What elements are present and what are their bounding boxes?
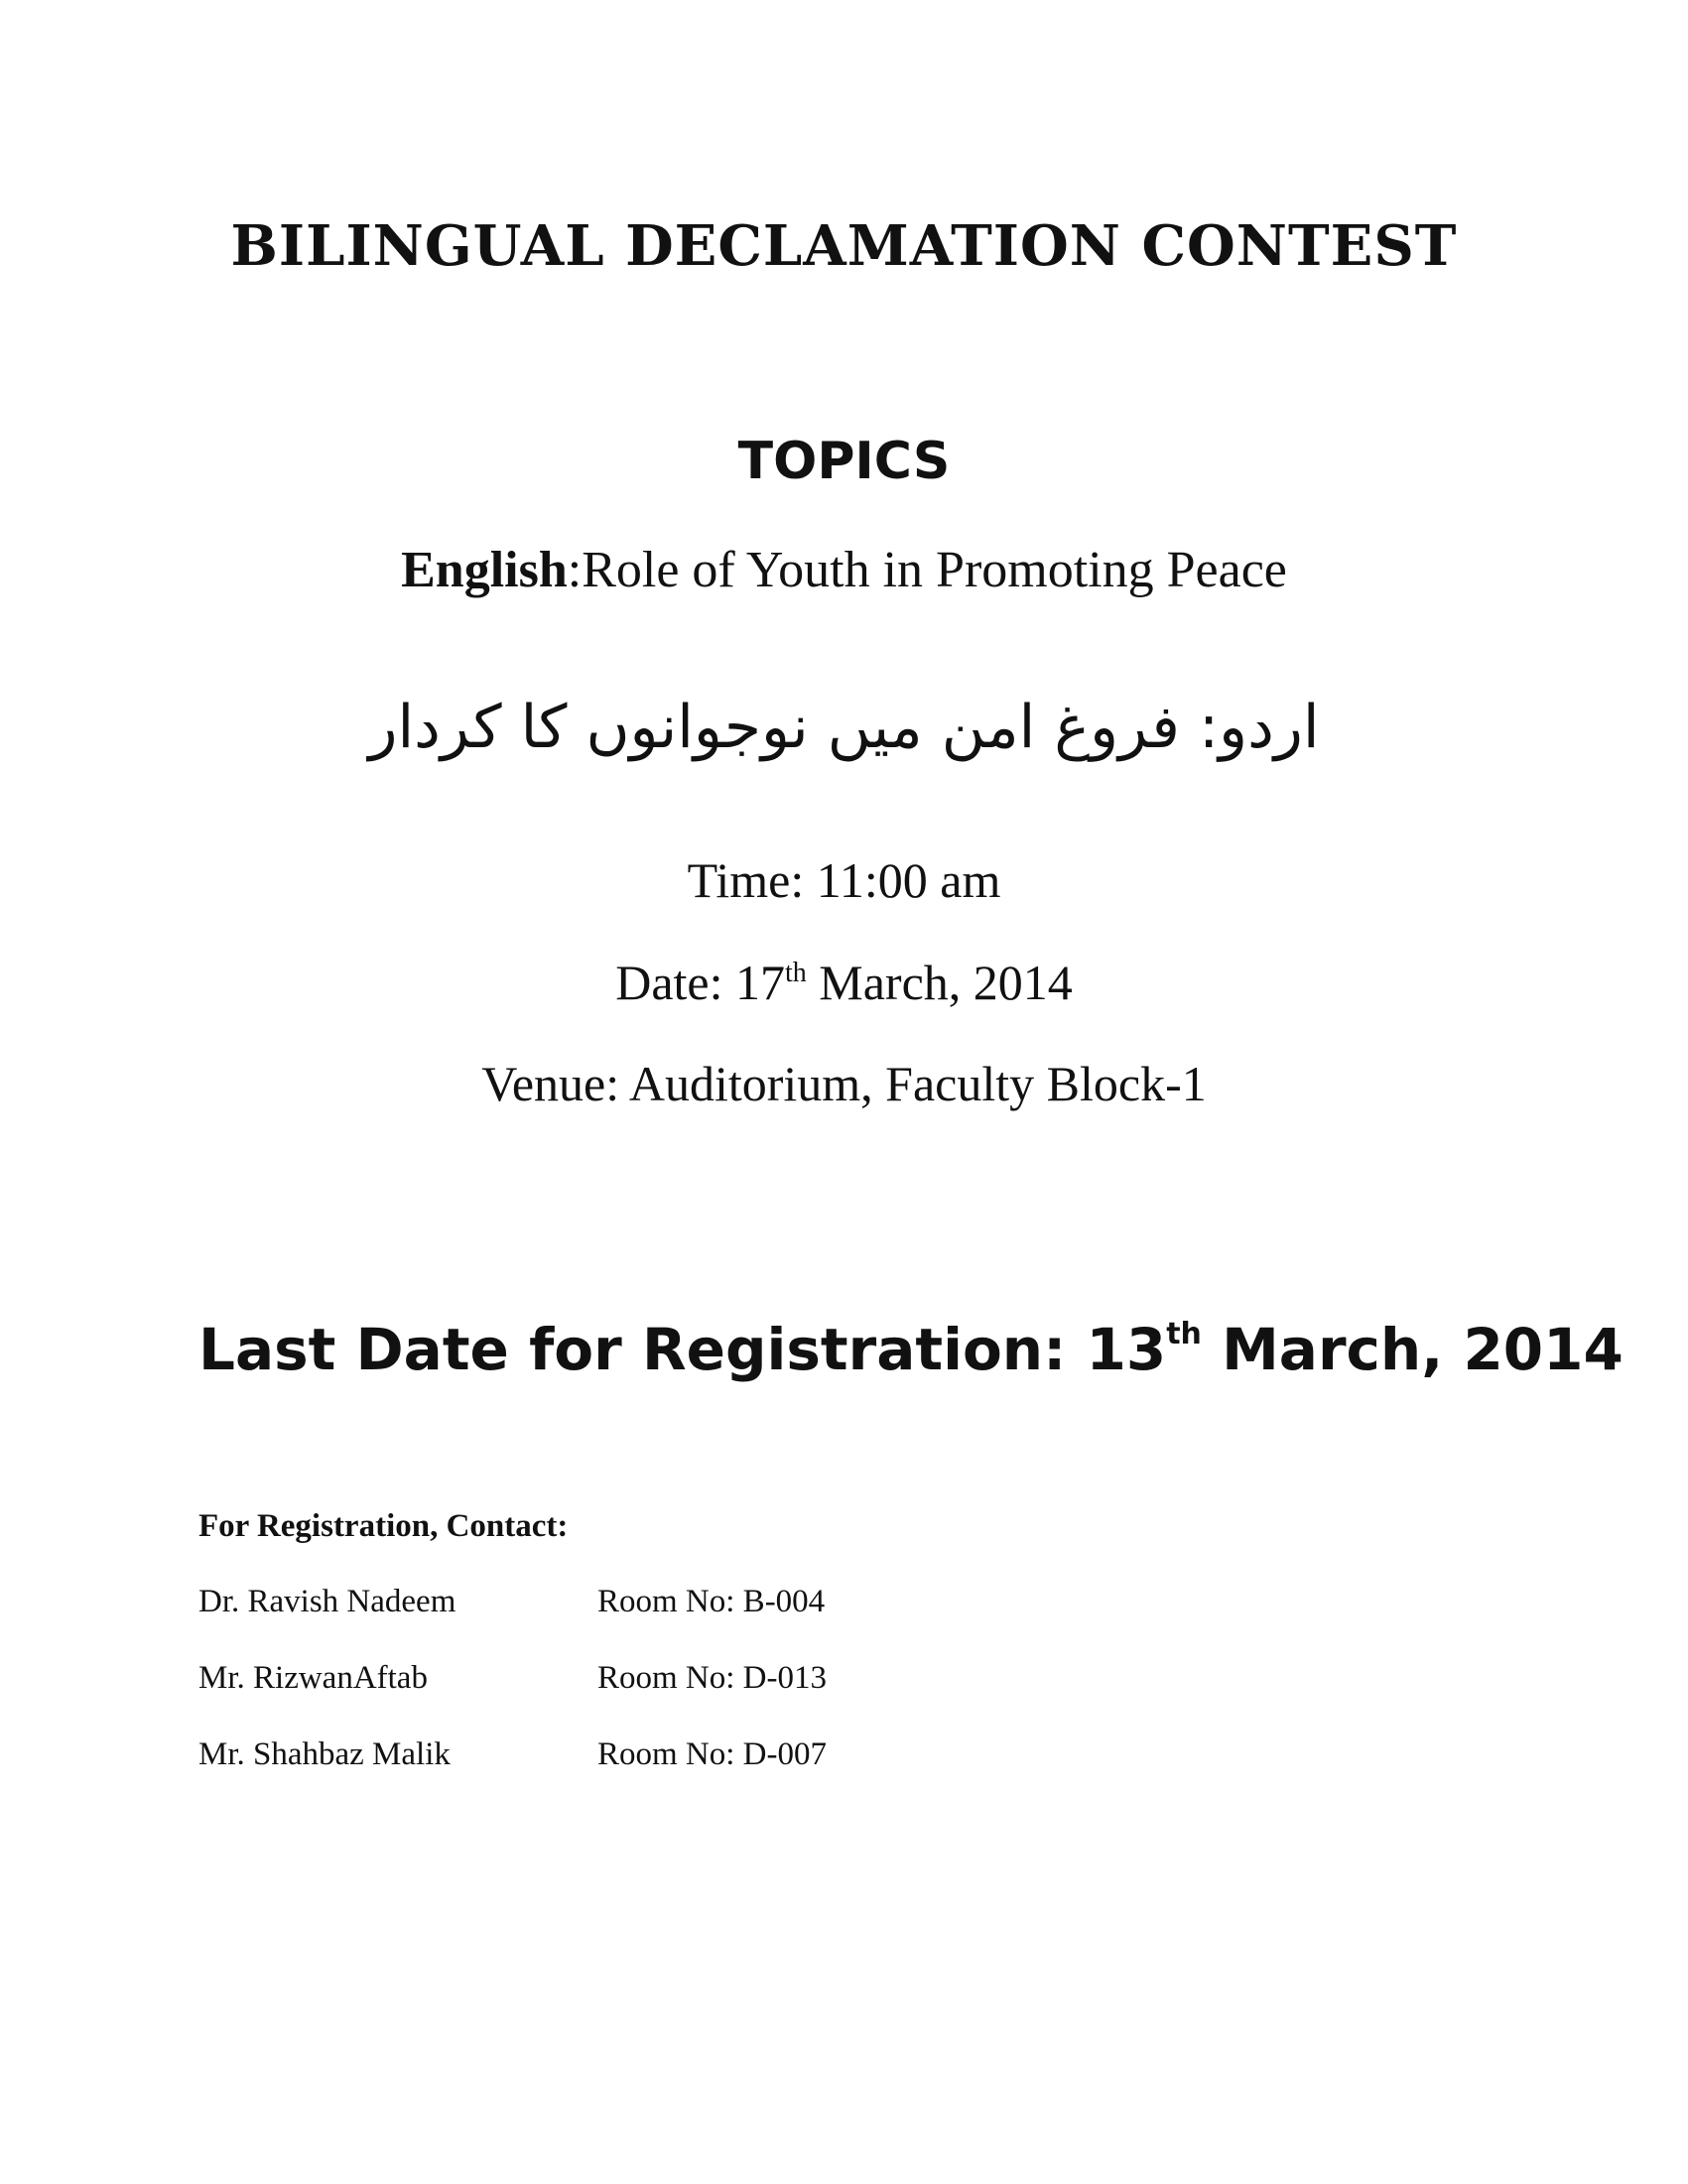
contact-room: Room No: D-007 [597, 1736, 827, 1772]
event-date-prefix: Date: 17 [615, 955, 785, 1010]
poster-title: BILINGUAL DECLAMATION CONTEST [230, 213, 1458, 279]
event-date-ordinal: th [785, 958, 807, 988]
event-date-rest: March, 2014 [806, 955, 1073, 1010]
registration-deadline-ordinal: th [1166, 1317, 1202, 1351]
contact-name: Mr. RizwanAftab [198, 1660, 428, 1696]
contact-row [198, 1733, 992, 1776]
registration-deadline [198, 1310, 1623, 1389]
english-topic-label: English [401, 542, 568, 598]
contact-room: Room No: D-013 [597, 1660, 827, 1696]
contact-heading: For Registration, Contact: [198, 1508, 569, 1544]
event-date [0, 951, 1688, 1014]
contact-room: Room No: B-004 [597, 1584, 826, 1619]
registration-deadline-rest: March, 2014 [1201, 1316, 1623, 1383]
english-topic-line [0, 538, 1688, 603]
topics-heading: TOPICS [737, 432, 951, 491]
contact-row [198, 1580, 992, 1623]
contact-row [198, 1656, 992, 1700]
registration-deadline-prefix: Last Date for Registration: 13 [198, 1316, 1167, 1383]
contact-name: Dr. Ravish Nadeem [198, 1584, 456, 1619]
urdu-topic-line: اردو: فروغ امن میں نوجوانوں کا کردار [368, 693, 1320, 762]
english-topic-text: Role of Youth in Promoting Peace [582, 542, 1287, 598]
english-topic-separator: : [567, 542, 583, 598]
event-venue: Venue: Auditorium, Faculty Block-1 [481, 1056, 1207, 1111]
contact-name: Mr. Shahbaz Malik [198, 1736, 451, 1772]
event-time: Time: 11:00 am [687, 852, 1001, 908]
